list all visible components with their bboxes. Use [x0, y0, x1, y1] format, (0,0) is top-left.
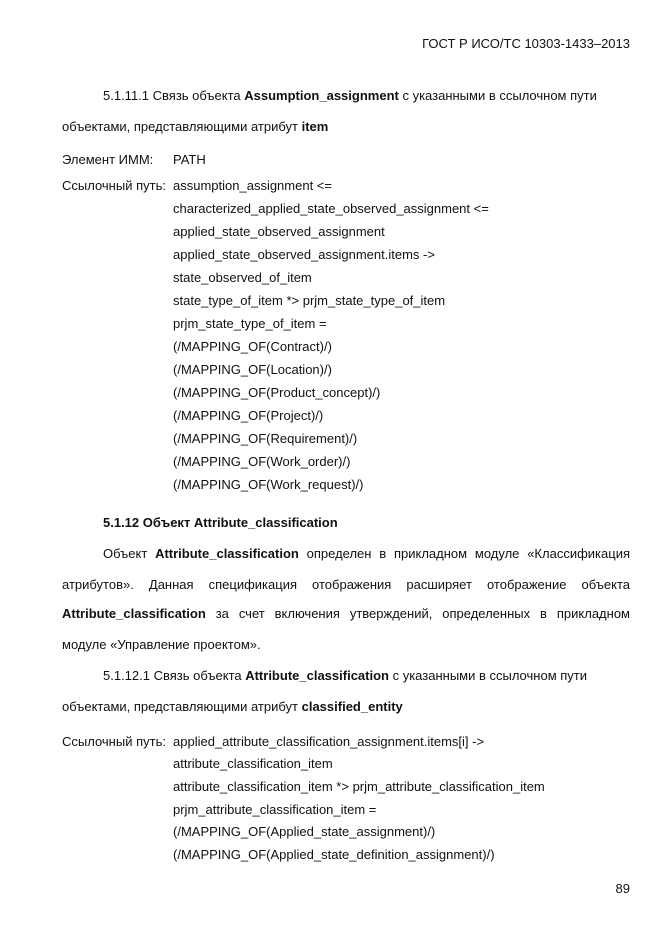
page-number: 89	[615, 881, 630, 896]
paragraph-line: модуле «Управление проектом».	[62, 637, 261, 652]
reference-path-line: (/MAPPING_OF(Work_order)/)	[173, 454, 351, 469]
reference-path-line: attribute_classification_item *> prjm_attribute_classification_item	[173, 779, 545, 794]
clause-5-1-11-1-title-cont: объектами, представляющими атрибут item	[62, 119, 329, 134]
reference-path-line: attribute_classification_item	[173, 756, 333, 771]
reference-path-line: (/MAPPING_OF(Location)/)	[173, 362, 332, 377]
section-heading-5-1-12: 5.1.12 Объект Attribute_classification	[103, 515, 338, 530]
reference-path-line: characterized_applied_state_observed_assignment <=	[173, 201, 489, 216]
reference-path-line: (/MAPPING_OF(Project)/)	[173, 408, 324, 423]
reference-path-label: Ссылочный путь:	[62, 734, 166, 749]
paragraph-line: атрибутов». Данная спецификация отображения расширяет отображение объекта	[62, 577, 630, 592]
reference-path-line: (/MAPPING_OF(Contract)/)	[173, 339, 332, 354]
imm-element-value: PATH	[173, 152, 206, 167]
reference-path-line: (/MAPPING_OF(Product_concept)/)	[173, 385, 381, 400]
paragraph-line: Attribute_classification за счет включения утверждений, определенных в прикладном	[62, 606, 630, 621]
clause-5-1-12-1-title-cont: объектами, представляющими атрибут classified_entity	[62, 699, 403, 714]
reference-path-line: assumption_assignment <=	[173, 178, 332, 193]
reference-path-line: applied_attribute_classification_assignment.items[i] ->	[173, 734, 485, 749]
reference-path-line: applied_state_observed_assignment	[173, 224, 385, 239]
clause-5-1-11-1-title: 5.1.11.1 Связь объекта Assumption_assignment с указанными в ссылочном пути	[103, 88, 597, 103]
clause-5-1-12-1-title: 5.1.12.1 Связь объекта Attribute_classification с указанными в ссылочном пути	[103, 668, 587, 683]
reference-path-line: state_observed_of_item	[173, 270, 312, 285]
document-header: ГОСТ Р ИСО/ТС 10303-1433–2013	[422, 36, 630, 51]
reference-path-line: (/MAPPING_OF(Work_request)/)	[173, 477, 364, 492]
reference-path-line: (/MAPPING_OF(Applied_state_assignment)/)	[173, 824, 436, 839]
reference-path-label: Ссылочный путь:	[62, 178, 166, 193]
paragraph-line: Объект Attribute_classification определен в прикладном модуле «Классификация	[103, 546, 630, 561]
reference-path-line: (/MAPPING_OF(Applied_state_definition_assignment)/)	[173, 847, 495, 862]
reference-path-line: (/MAPPING_OF(Requirement)/)	[173, 431, 358, 446]
reference-path-line: prjm_state_type_of_item =	[173, 316, 327, 331]
reference-path-line: prjm_attribute_classification_item =	[173, 802, 377, 817]
imm-element-label: Элемент ИММ:	[62, 152, 154, 167]
reference-path-line: state_type_of_item *> prjm_state_type_of_item	[173, 293, 446, 308]
reference-path-line: applied_state_observed_assignment.items ->	[173, 247, 435, 262]
